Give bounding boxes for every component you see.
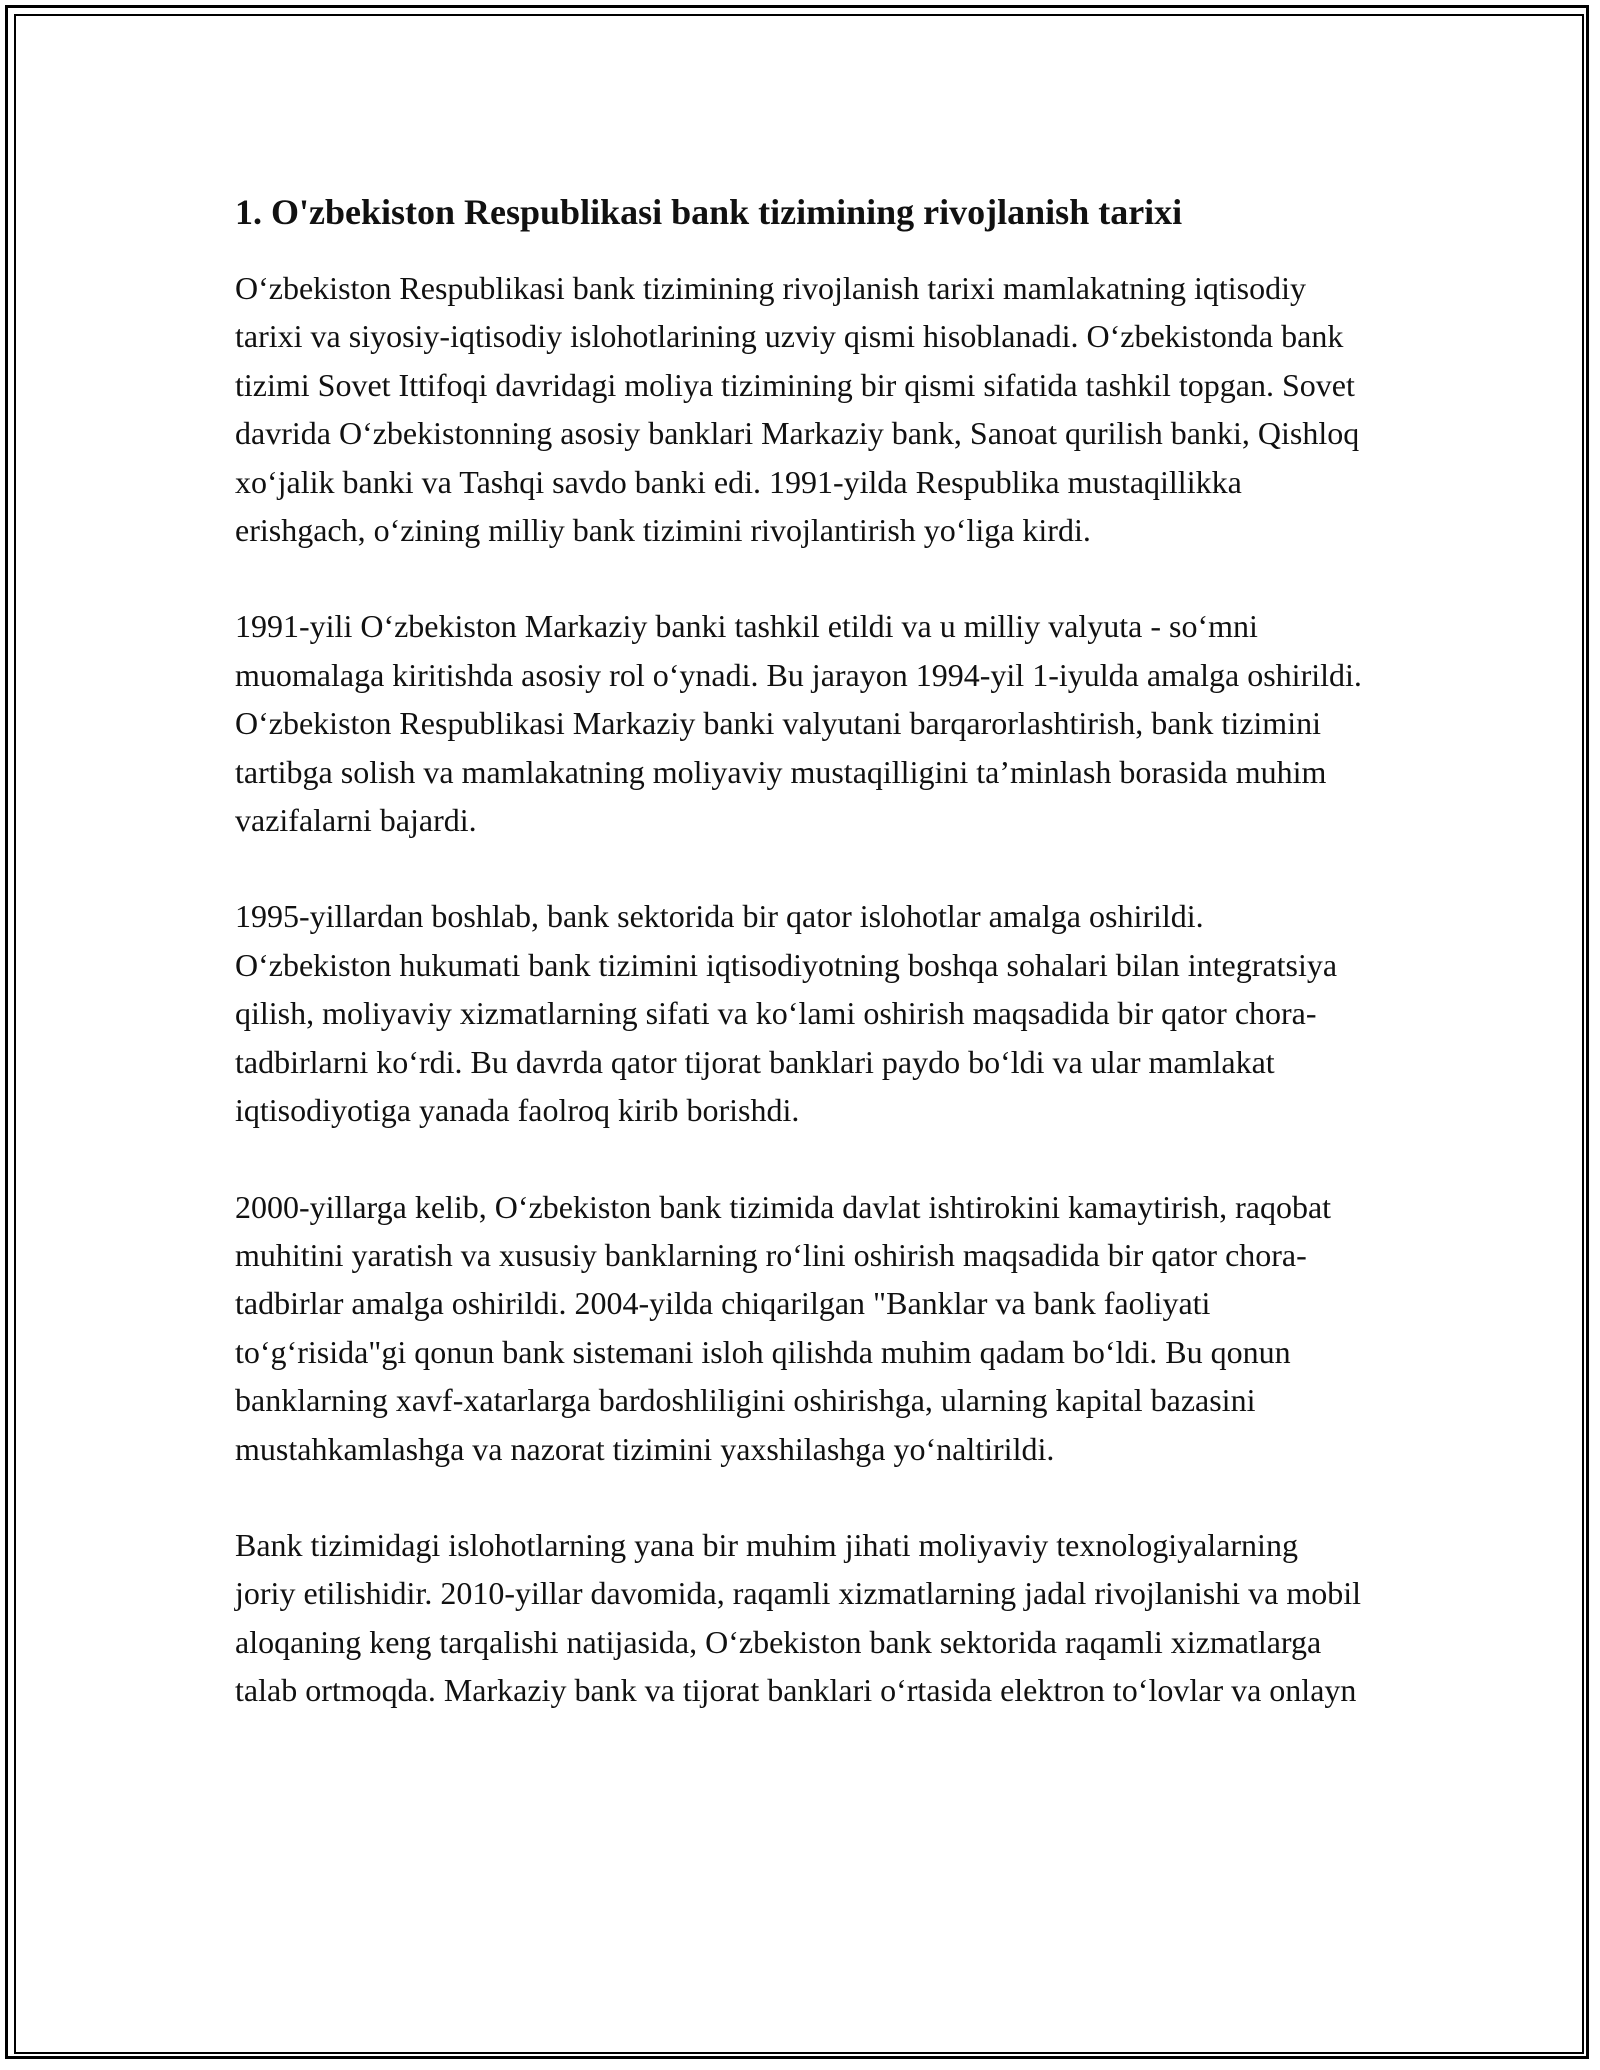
paragraph-1: O‘zbekiston Respublikasi bank tizimining rivojlanish tarixi mamlakatning iqtisodiy tarixi va siyosiy-iqtisodiy islohotlarining uzviy qismi hisoblanadi. O‘zbekistonda bank tizimi Sovet Ittifoqi davridagi moliya tizimining bir qismi sifatida tashkil topgan. Sovet davrida O‘zbekistonning asosiy banklari Markaziy bank, Sanoat qurilish banki, Qishloq xo‘jalik banki va Tashqi savdo banki edi. 1991-yilda Respublika mustaqillikka erishgach, o‘zining milliy bank tizimini rivojlantirish yo‘liga kirdi. — [235, 270, 1360, 549]
section-heading: 1. O'zbekiston Respublikasi bank tizimining rivojlanish tarixi — [235, 192, 1183, 232]
paragraph-2: 1991-yili O‘zbekiston Markaziy banki tashkil etildi va u milliy valyuta - so‘mni muomalaga kiritishda asosiy rol o‘ynadi. Bu jarayon 1994-yil 1-iyulda amalga oshirildi. O‘zbekiston Respublikasi Markaziy banki valyutani barqarorlashtirish, bank tizimini tartibga solish va mamlakatning moliyaviy mustaqilligini ta’minlash borasida muhim vazifalarni bajardi. — [235, 608, 1362, 839]
paragraph-5: Bank tizimidagi islohotlarning yana bir muhim jihati moliyaviy texnologiyalarning joriy etilishidir. 2010-yillar davomida, raqamli xizmatlarning jadal rivojlanishi va mobil aloqaning keng tarqalishi natijasida, O‘zbekiston bank sektorida raqamli xizmatlarga talab ortmoqda. Markaziy bank va tijorat banklari o‘rtasida elektron to‘lovlar va onlayn — [235, 1526, 1361, 1709]
paragraph-4: 2000-yillarga kelib, O‘zbekiston bank tizimida davlat ishtirokini kamaytirish, raqobat muhitini yaratish va xususiy banklarning ro‘lini oshirish maqsadida bir qator chora-tadbirlar amalga oshirildi. 2004-yilda chiqarilgan "Banklar va bank faoliyati to‘g‘risida"gi qonun bank sistemani isloh qilishda muhim qadam bo‘ldi. Bu qonun banklarning xavf-xatarlarga bardoshliligini oshirishga, ularning kapital bazasini mustahkamlashga va nazorat tizimini yaxshilashga yo‘naltirildi. — [235, 1188, 1332, 1467]
paragraph-3: 1995-yillardan boshlab, bank sektorida bir qator islohotlar amalga oshirildi. O‘zbekiston hukumati bank tizimini iqtisodiyotning boshqa sohalari bilan integratsiya qilish, moliyaviy xizmatlarning sifati va ko‘lami oshirish maqsadida bir qator chora-tadbirlarni ko‘rdi. Bu davrda qator tijorat banklari paydo bo‘ldi va ular mamlakat iqtisodiyotiga yanada faolroq kirib borishdi. — [235, 898, 1338, 1129]
document-body — [235, 186, 1365, 1763]
